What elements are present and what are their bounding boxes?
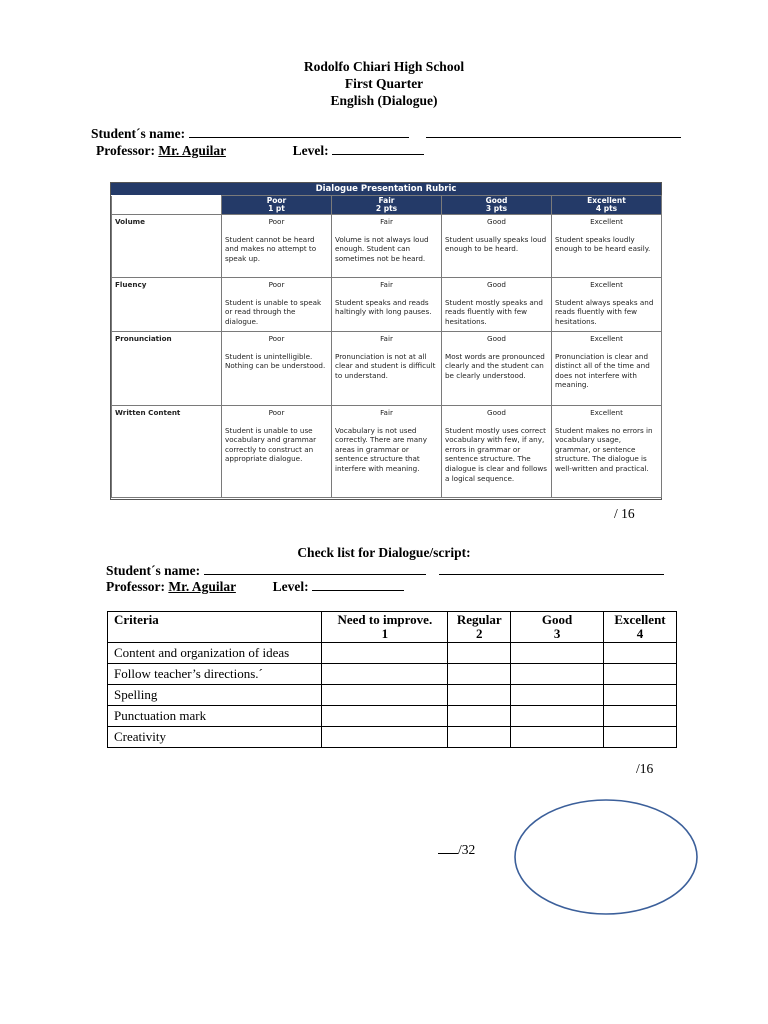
total-score-row <box>438 841 475 858</box>
checklist-header-row <box>108 612 677 643</box>
criteria-cell: Punctuation mark <box>108 706 322 727</box>
rubric-cell: Good Student mostly speaks and reads fluently with few hesitations. <box>442 278 552 332</box>
rubric-header-blank <box>112 196 222 215</box>
professor-row-1 <box>96 142 424 159</box>
header-excellent: Excellent 4 <box>603 612 676 643</box>
level-blank[interactable] <box>332 142 424 155</box>
professor-label: Professor: <box>106 579 165 594</box>
student-name-blank[interactable] <box>204 562 426 575</box>
score-cell[interactable] <box>511 685 604 706</box>
rubric-cell: Poor Student cannot be heard and makes no attempt to speak up. <box>222 215 332 278</box>
score-cell[interactable] <box>322 664 448 685</box>
rubric-cell: Fair Student speaks and reads haltingly with long pauses. <box>332 278 442 332</box>
header-need-improve: Need to improve. 1 <box>322 612 448 643</box>
rubric-criterion: Written Content <box>112 406 222 498</box>
score-cell[interactable] <box>448 664 511 685</box>
score-cell[interactable] <box>603 727 676 748</box>
criteria-cell: Creativity <box>108 727 322 748</box>
checklist-table <box>107 611 677 748</box>
student-name-label: Student´s name: <box>91 126 186 141</box>
rubric-cell: Fair Vocabulary is not used correctly. There are many areas in grammar or sentence structure that interfere with meaning. <box>332 406 442 498</box>
dialogue-rubric <box>110 182 662 500</box>
rubric-score: / 16 <box>614 506 635 521</box>
score-cell[interactable] <box>322 706 448 727</box>
student-name-row-2 <box>106 562 664 579</box>
student-name-label: Student´s name: <box>106 563 201 578</box>
score-cell[interactable] <box>511 664 604 685</box>
rubric-cell: Excellent Student always speaks and reads fluently with few hesitations. <box>552 278 662 332</box>
student-name-blank-2[interactable] <box>426 125 681 138</box>
rubric-header-excellent: Excellent 4 pts <box>552 196 662 215</box>
rubric-criterion: Fluency <box>112 278 222 332</box>
rubric-cell: Excellent Student makes no errors in vocabulary usage, grammar, or sentence structure. The dialogue is well-written and practical. <box>552 406 662 498</box>
score-cell[interactable] <box>603 706 676 727</box>
rubric-cell: Good Most words are pronounced clearly and the student can be clearly understood. <box>442 332 552 406</box>
rubric-cell: Good Student usually speaks loud enough to be heard. <box>442 215 552 278</box>
rubric-header-poor: Poor 1 pt <box>222 196 332 215</box>
rubric-title: Dialogue Presentation Rubric <box>111 183 661 195</box>
student-name-blank[interactable] <box>189 125 409 138</box>
level-label: Level: <box>272 579 309 594</box>
score-cell[interactable] <box>322 685 448 706</box>
table-row <box>108 685 677 706</box>
quarter-title: First Quarter <box>344 76 424 91</box>
score-cell[interactable] <box>322 643 448 664</box>
student-name-row-1 <box>91 125 681 142</box>
score-cell[interactable] <box>448 643 511 664</box>
header-good: Good 3 <box>511 612 604 643</box>
score-cell[interactable] <box>603 643 676 664</box>
table-row <box>108 664 677 685</box>
rubric-criterion: Pronunciation <box>112 332 222 406</box>
professor-label: Professor: <box>96 143 155 158</box>
rubric-cell: Poor Student is unable to use vocabulary and grammar correctly to construct an appropriate dialogue. <box>222 406 332 498</box>
rubric-row-written-content <box>112 406 662 498</box>
rubric-table <box>111 195 662 498</box>
rubric-header-row <box>112 196 662 215</box>
rubric-cell: Excellent Student speaks loudly enough to be heard easily. <box>552 215 662 278</box>
rubric-header-good: Good 3 pts <box>442 196 552 215</box>
header-regular: Regular 2 <box>448 612 511 643</box>
checklist-score: /16 <box>636 761 654 776</box>
header-criteria: Criteria <box>108 612 322 643</box>
rubric-header-fair: Fair 2 pts <box>332 196 442 215</box>
grade-ellipse[interactable] <box>512 798 702 918</box>
total-score: /32 <box>458 842 476 857</box>
rubric-criterion: Volume <box>112 215 222 278</box>
student-name-blank-2[interactable] <box>439 562 664 575</box>
subject-title: English (Dialogue) <box>330 93 438 108</box>
score-cell[interactable] <box>448 685 511 706</box>
rubric-cell: Poor Student is unintelligible. Nothing can be understood. <box>222 332 332 406</box>
rubric-row-fluency <box>112 278 662 332</box>
level-label: Level: <box>292 143 329 158</box>
rubric-cell: Fair Volume is not always loud enough. Student can sometimes not be heard. <box>332 215 442 278</box>
score-cell[interactable] <box>603 685 676 706</box>
rubric-cell: Excellent Pronunciation is clear and distinct all of the time and does not interfere with meaning. <box>552 332 662 406</box>
score-cell[interactable] <box>322 727 448 748</box>
rubric-row-pronunciation <box>112 332 662 406</box>
level-blank[interactable] <box>312 578 404 591</box>
professor-name: Mr. Aguilar <box>158 143 226 158</box>
table-row <box>108 727 677 748</box>
score-cell[interactable] <box>448 727 511 748</box>
score-cell[interactable] <box>511 706 604 727</box>
score-cell[interactable] <box>511 727 604 748</box>
criteria-cell: Content and organization of ideas <box>108 643 322 664</box>
school-name: Rodolfo Chiari High School <box>303 59 465 74</box>
table-row <box>108 706 677 727</box>
professor-row-2 <box>106 578 404 595</box>
rubric-row-volume <box>112 215 662 278</box>
table-row <box>108 643 677 664</box>
professor-name: Mr. Aguilar <box>168 579 236 594</box>
rubric-cell: Poor Student is unable to speak or read through the dialogue. <box>222 278 332 332</box>
total-score-blank[interactable] <box>438 841 458 854</box>
rubric-cell: Good Student mostly uses correct vocabulary with few, if any, errors in grammar or sentence structure. The dialogue is clear and follows a logical sequence. <box>442 406 552 498</box>
score-cell[interactable] <box>448 706 511 727</box>
checklist-title: Check list for Dialogue/script: <box>297 545 471 560</box>
criteria-cell: Follow teacher’s directions.´ <box>108 664 322 685</box>
rubric-cell: Fair Pronunciation is not at all clear and student is difficult to understand. <box>332 332 442 406</box>
criteria-cell: Spelling <box>108 685 322 706</box>
score-cell[interactable] <box>511 643 604 664</box>
score-cell[interactable] <box>603 664 676 685</box>
